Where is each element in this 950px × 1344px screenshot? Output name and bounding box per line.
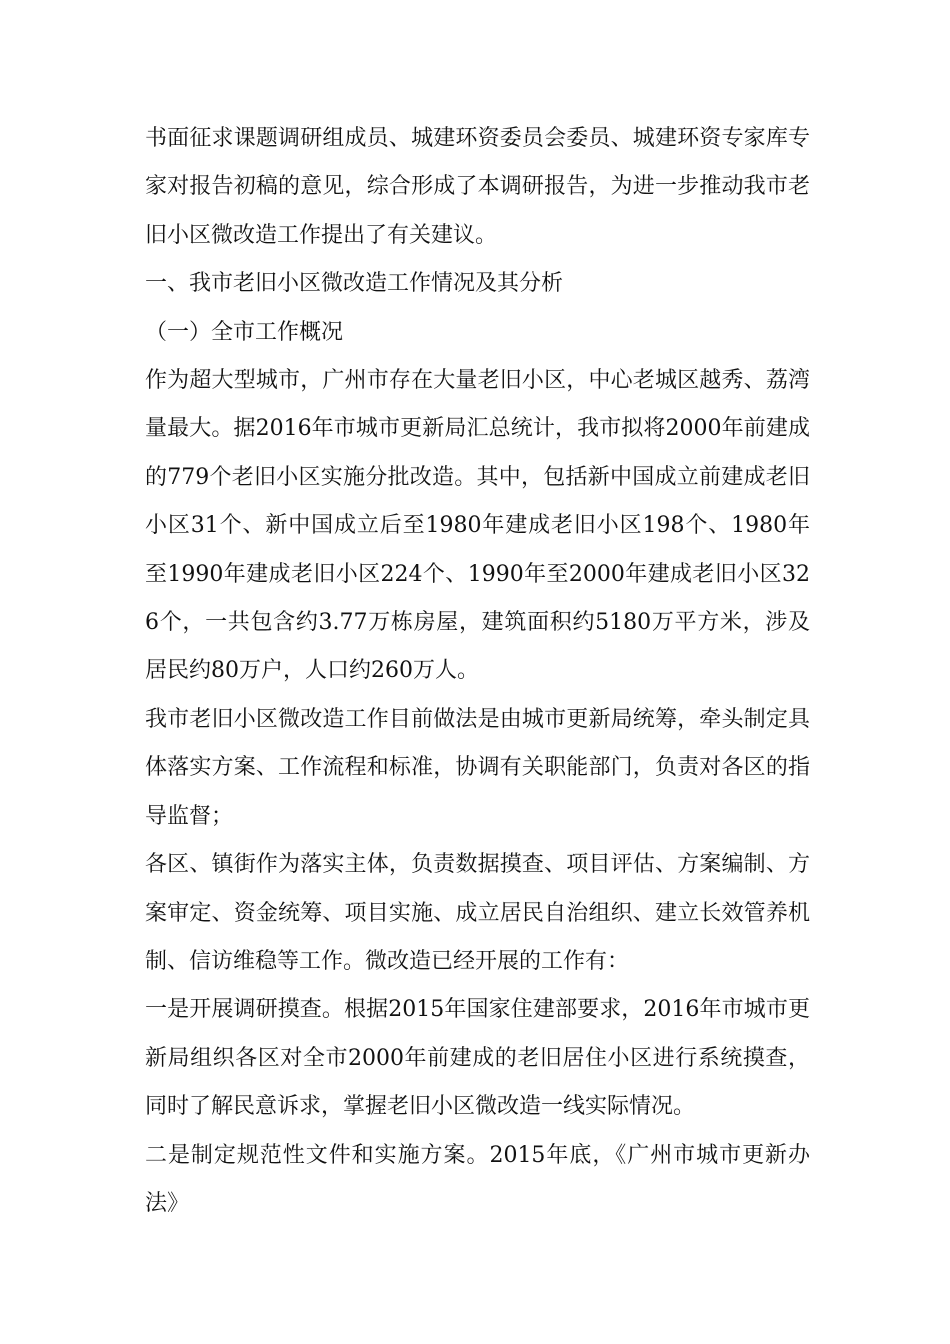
paragraph-overview: 作为超大型城市，广州市存在大量老旧小区，中心老城区越秀、荔湾量最大。据2016年市城市更新局汇总统计，我市拟将2000年前建成的779个老旧小区实施分批改造。其中，包括新中国成立前建成老旧小区31个、新中国成立后至1980年建成老旧小区198个、1980年至1990年建成老旧小区224个、1990年至2000年建成老旧小区326个，一共包含约3.77万栋房屋，建筑面积约5180万平方米，涉及居民约80万户，人口约260万人。 [145, 368, 810, 684]
paragraph-regulations: 二是制定规范性文件和实施方案。2015年底，《广州市城市更新办法》 [145, 1142, 810, 1216]
subsection-heading: （一）全市工作概况 [145, 319, 344, 345]
document-body [145, 115, 810, 1228]
paragraph-city-approach: 我市老旧小区微改造工作目前做法是由城市更新局统筹，牵头制定具体落实方案、工作流程和标准，协调有关职能部门，负责对各区的指导监督； [145, 706, 810, 829]
paragraph-intro-continuation: 书面征求课题调研组成员、城建环资委员会委员、城建环资专家库专家对报告初稿的意见，综合形成了本调研报告，为进一步推动我市老旧小区微改造工作提出了有关建议。 [145, 126, 810, 248]
section-heading: 一、我市老旧小区微改造工作情况及其分析 [145, 271, 564, 297]
paragraph-survey: 一是开展调研摸查。根据2015年国家住建部要求，2016年市城市更新局组织各区对全市2000年前建成的老旧居住小区进行系统摸查，同时了解民意诉求，掌握老旧小区微改造一线实际情况。 [145, 997, 810, 1120]
paragraph-district-role: 各区、镇街作为落实主体，负责数据摸查、项目评估、方案编制、方案审定、资金统筹、项目实施、成立居民自治组织、建立长效管养机制、信访维稳等工作。微改造已经开展的工作有： [145, 852, 810, 974]
